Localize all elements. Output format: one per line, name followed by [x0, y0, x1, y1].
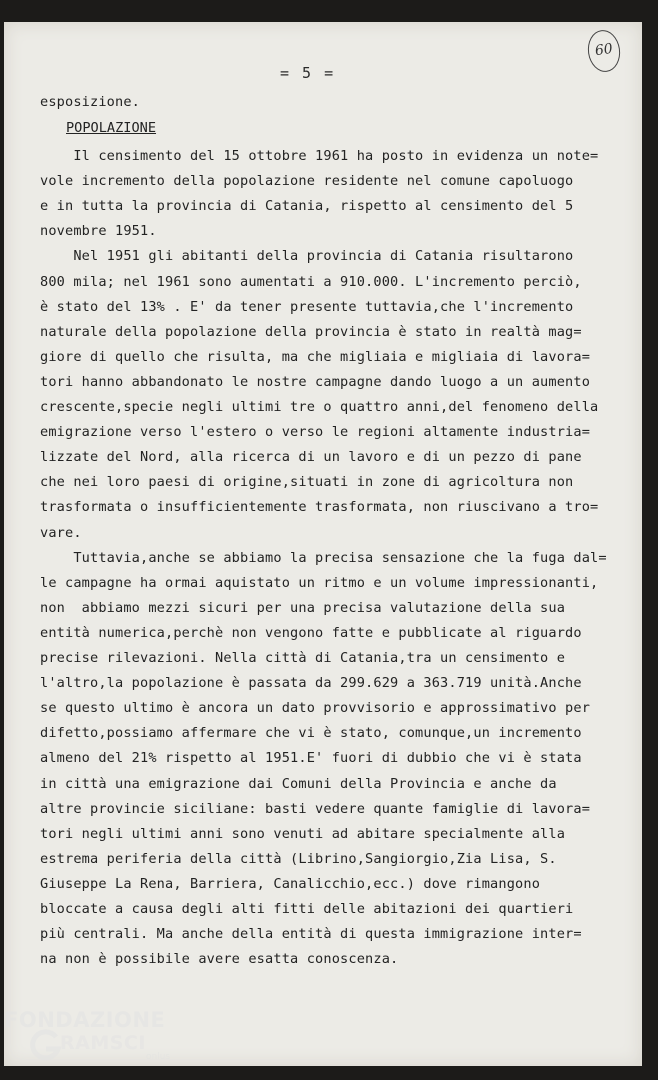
text-line: è stato del 13% . E' da tener presente tuttavia,che l'incremento: [40, 298, 574, 315]
text-line: in città una emigrazione dai Comuni della Provincia e anche da: [40, 775, 557, 792]
fondazione-logo-g-icon: [28, 1028, 62, 1062]
text-line: trasformata o insufficientemente trasformata, non riuscivano a tro=: [40, 499, 599, 516]
handwritten-page-annotation: 60: [585, 28, 623, 74]
text-line: difetto,possiamo affermare che vi è stato, comunque,un incremento: [40, 725, 582, 742]
text-line: le campagne ha ormai aquistato un ritmo e un volume impressionanti,: [40, 574, 599, 591]
text-line: Il censimento del 15 ottobre 1961 ha posto in evidenza un note=: [40, 148, 599, 164]
text-line: bloccate a causa degli alti fitti delle abitazioni dei quartieri: [40, 901, 574, 917]
page-header: = 5 =: [280, 64, 336, 82]
text-line: Tuttavia,anche se abbiamo la precisa sensazione che la fuga dal=: [40, 549, 607, 566]
text-line: novembre 1951.: [40, 223, 157, 240]
text-line: almeno del 21% rispetto al 1951.E' fuori di dubbio che vi è stata: [40, 750, 582, 767]
text-line: più centrali. Ma anche della entità di questa immigrazione inter=: [40, 926, 582, 943]
text-line: lizzate del Nord, alla ricerca di un lavoro e di un pezzo di pane: [40, 449, 582, 466]
text-line: altre provincie siciliane: basti vedere quante famiglie di lavora=: [40, 800, 591, 817]
watermark-fondazione: FONDAZIONE: [4, 1008, 166, 1032]
text-line: vare.: [40, 524, 82, 541]
text-line: estrema periferia della città (Librino,Sangiorgio,Zia Lisa, S.: [40, 850, 557, 867]
text-line: giore di quello che risulta, ma che migliaia e migliaia di lavora=: [40, 348, 591, 365]
text-line: na non è possibile avere esatta conoscenza.: [40, 951, 399, 968]
watermark-onlus: onlus: [146, 1052, 171, 1062]
text-line: emigrazione verso l'estero o verso le regioni altamente industria=: [40, 424, 591, 441]
text-line: Nel 1951 gli abitanti della provincia di Catania risultarono: [40, 248, 574, 265]
text-line: crescente,specie negli ultimi tre o quattro anni,del fenomeno della: [40, 399, 599, 415]
watermark-gramsci: RAMSCI: [60, 1032, 146, 1054]
text-line: naturale della popolazione della provincia è stato in realtà mag=: [40, 323, 582, 340]
text-line: Giuseppe La Rena, Barriera, Canalicchio,ecc.) dove rimangono: [40, 875, 541, 892]
text-line: precise rilevazioni. Nella città di Catania,tra un censimento e: [40, 650, 566, 666]
text-line: tori hanno abbandonato le nostre campagne dando luogo a un aumento: [40, 373, 591, 390]
text-line: entità numerica,perchè non vengono fatte e pubblicate al riguardo: [40, 624, 582, 641]
text-line: non abbiamo mezzi sicuri per una precisa valutazione della sua: [40, 599, 566, 616]
text-line: l'altro,la popolazione è passata da 299.629 a 363.719 unità.Anche: [40, 675, 582, 692]
text-line: 800 mila; nel 1961 sono aumentati a 910.000. L'incremento perciò,: [40, 273, 582, 290]
text-line: vole incremento della popolazione residente nel comune capoluogo: [40, 173, 574, 190]
text-line: tori negli ultimi anni sono venuti ad abitare specialmente alla: [40, 825, 566, 842]
text-line: che nei loro paesi di origine,situati in zone di agricoltura non: [40, 474, 574, 491]
section-heading: POPOLAZIONE: [66, 120, 157, 136]
text-line: se questo ultimo è ancora un dato provvisorio e approssimativo per: [40, 700, 591, 717]
text-line: esposizione.: [40, 94, 141, 110]
text-line: e in tutta la provincia di Catania, rispetto al censimento del 5: [40, 198, 574, 215]
